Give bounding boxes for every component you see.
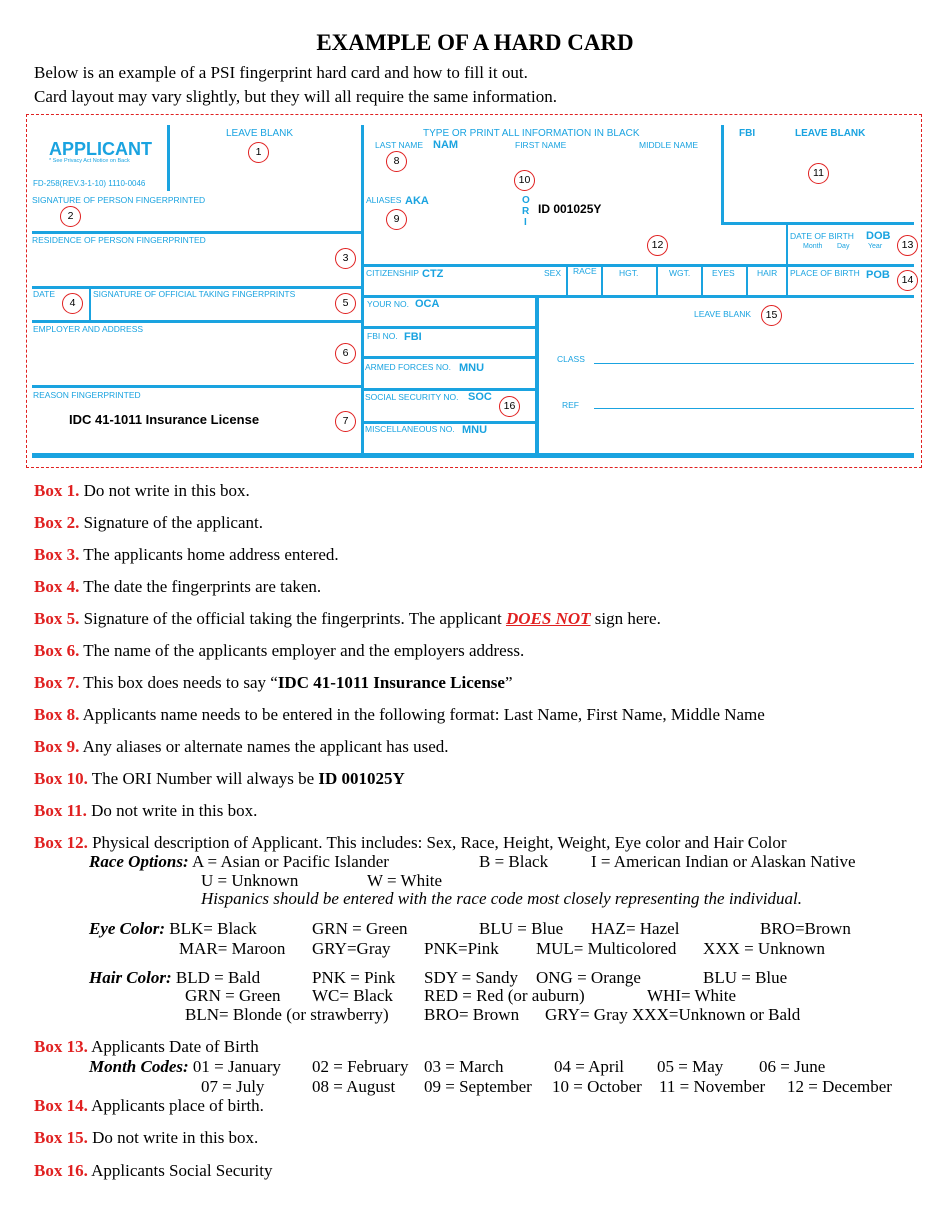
citizenship-label: CITIZENSHIP: [366, 268, 419, 278]
box-number-4: 4: [62, 293, 83, 314]
race-label: RACE: [573, 266, 597, 276]
month-05: 05 = May: [657, 1057, 724, 1076]
eye-green: GRN = Green: [312, 919, 408, 938]
card-line: [746, 264, 748, 297]
middle-name-label: MIDDLE NAME: [639, 140, 699, 150]
eye-hazel: HAZ= Hazel: [591, 919, 680, 938]
ori-i: I: [524, 217, 527, 228]
social-security-label: SOCIAL SECURITY NO.: [365, 392, 459, 402]
card-line: [167, 125, 170, 191]
instruction-box-15: Box 15. Do not write in this box.: [34, 1128, 259, 1147]
month-07: 07 = July: [201, 1077, 265, 1096]
month-09: 09 = September: [424, 1077, 532, 1096]
class-label: CLASS: [557, 354, 585, 364]
last-name-label: LAST NAME: [375, 140, 424, 150]
box-number-11: 11: [808, 163, 829, 184]
eye-gray: GRY=Gray: [312, 939, 391, 958]
eye-pink: PNK=Pink: [424, 939, 499, 958]
hispanic-note: Hispanics should be entered with the race code most closely representing the individual.: [201, 889, 803, 908]
box-number-12: 12: [647, 235, 668, 256]
card-line: [32, 453, 914, 458]
instruction-box-16: Box 16. Applicants Social Security: [34, 1161, 273, 1180]
wgt-label: WGT.: [669, 268, 691, 278]
instruction-box-1: Box 1. Do not write in this box.: [34, 481, 250, 500]
day-label: Day: [837, 243, 850, 250]
ref-underline: [594, 408, 914, 409]
month-codes-label: Month Codes: 01 = January: [89, 1057, 281, 1076]
box-number-2: 2: [60, 206, 81, 227]
ctz-value: CTZ: [422, 268, 444, 280]
card-line: [361, 125, 364, 455]
leave-blank-11: LEAVE BLANK: [795, 128, 866, 139]
instruction-box-2: Box 2. Signature of the applicant.: [34, 513, 263, 532]
applicant-heading: APPLICANT: [49, 139, 152, 159]
box-number-14: 14: [897, 270, 918, 291]
month-10: 10 = October: [552, 1077, 642, 1096]
intro-line-2: Card layout may vary slightly, but they will all require the same information.: [34, 87, 557, 106]
hair-red: RED = Red (or auburn): [424, 986, 585, 1005]
race-american-indian: I = American Indian or Alaskan Native: [591, 852, 856, 871]
eye-multicolored: MUL= Multicolored: [536, 939, 677, 958]
card-line: [361, 264, 914, 267]
eye-blue: BLU = Blue: [479, 919, 564, 938]
card-line: [361, 295, 914, 298]
hair-blue: BLU = Blue: [703, 968, 788, 987]
card-line: [601, 264, 603, 297]
your-no-label: YOUR NO.: [367, 299, 410, 309]
instruction-box-5: Box 5. Signature of the official taking the fingerprints. The applicant DOES NOT sign here.: [34, 609, 661, 628]
signature-fingerprinted-label: SIGNATURE OF PERSON FINGERPRINTED: [32, 195, 206, 205]
hair-gray-unknown: GRY= Gray XXX=Unknown or Bald: [545, 1005, 801, 1024]
hard-card: [26, 114, 922, 468]
leave-blank-1: LEAVE BLANK: [226, 128, 294, 139]
eye-color-label: Eye Color: BLK= Black: [89, 919, 257, 938]
box-number-3: 3: [335, 248, 356, 269]
mnu-value: MNU: [459, 362, 485, 374]
box-number-7: 7: [335, 411, 356, 432]
armed-forces-label: ARMED FORCES NO.: [365, 362, 451, 372]
card-line: [89, 286, 91, 320]
card-line: [32, 231, 362, 234]
type-print-label: TYPE OR PRINT ALL INFORMATION IN BLACK: [423, 128, 640, 139]
residence-label: RESIDENCE OF PERSON FINGERPRINTED: [32, 235, 206, 245]
first-name-label: FIRST NAME: [515, 140, 567, 150]
fbi-no-label: FBI NO.: [367, 331, 398, 341]
hair-sandy: SDY = Sandy: [424, 968, 518, 987]
pob-value: POB: [866, 269, 890, 281]
soc-value: SOC: [468, 391, 492, 403]
month-04: 04 = April: [554, 1057, 625, 1076]
oca-value: OCA: [415, 298, 440, 310]
employer-label: EMPLOYER AND ADDRESS: [33, 324, 144, 334]
hair-blonde: BLN= Blonde (or strawberry): [185, 1005, 389, 1024]
box-number-13: 13: [897, 235, 918, 256]
card-line: [32, 385, 362, 388]
instruction-box-11: Box 11. Do not write in this box.: [34, 801, 258, 820]
instruction-box-8: Box 8. Applicants name needs to be entered in the following format: Last Name, First Name, Middle Name: [34, 705, 765, 724]
card-line: [656, 264, 658, 297]
hair-orange: ONG = Orange: [536, 968, 641, 987]
box-number-9: 9: [386, 209, 407, 230]
race-unknown: U = Unknown: [201, 871, 299, 890]
leave-blank-15: LEAVE BLANK: [694, 309, 752, 319]
month-11: 11 = November: [659, 1077, 766, 1096]
reason-value: IDC 41-1011 Insurance License: [69, 412, 260, 427]
card-line: [701, 264, 703, 297]
card-line: [361, 326, 537, 329]
card-line: [361, 356, 537, 359]
box-number-5: 5: [335, 293, 356, 314]
card-line: [535, 297, 539, 455]
instruction-box-13: Box 13. Applicants Date of Birth: [34, 1037, 259, 1056]
nam-value: NAM: [433, 139, 459, 151]
intro-line-1: Below is an example of a PSI fingerprint hard card and how to fill it out.: [34, 63, 528, 82]
card-line: [721, 222, 914, 225]
aliases-label: ALIASES: [366, 195, 402, 205]
instruction-box-3: Box 3. The applicants home address entered.: [34, 545, 339, 564]
miscellaneous-label: MISCELLANEOUS NO.: [365, 424, 455, 434]
date-label: DATE: [33, 289, 56, 299]
hair-brown: BRO= Brown: [424, 1005, 520, 1024]
card-line: [786, 225, 788, 295]
instruction-box-12: Box 12. Physical description of Applicant. This includes: Sex, Race, Height, Weight, Eye color and Hair Color: [34, 833, 787, 852]
ori-value: ID 001025Y: [538, 202, 602, 216]
ori-r: R: [522, 206, 530, 217]
dob-value: DOB: [866, 230, 891, 242]
eye-brown: BRO=Brown: [760, 919, 851, 938]
eye-maroon: MAR= Maroon: [179, 939, 286, 958]
race-black: B = Black: [479, 852, 549, 871]
race-options-label: Race Options: A = Asian or Pacific Islander: [89, 852, 389, 871]
box-number-10: 10: [514, 170, 535, 191]
race-white: W = White: [367, 871, 443, 890]
hair-white: WHI= White: [647, 986, 737, 1005]
month-03: 03 = March: [424, 1057, 504, 1076]
signature-official-label: SIGNATURE OF OFFICIAL TAKING FINGERPRINTS: [93, 289, 296, 299]
box-number-15: 15: [761, 305, 782, 326]
fbi-header: FBI: [739, 128, 756, 139]
year-label: Year: [868, 243, 883, 250]
month-label: Month: [803, 243, 823, 250]
eye-unknown: XXX = Unknown: [703, 939, 825, 958]
hair-label: HAIR: [757, 268, 778, 278]
reason-label: REASON FINGERPRINTED: [33, 390, 141, 400]
aka-value: AKA: [405, 195, 429, 207]
card-line: [721, 125, 724, 225]
card-line: [361, 388, 537, 391]
instruction-box-10: Box 10. The ORI Number will always be ID 001025Y: [34, 769, 405, 788]
instruction-box-14: Box 14. Applicants place of birth.: [34, 1096, 264, 1115]
month-08: 08 = August: [312, 1077, 396, 1096]
instruction-box-9: Box 9. Any aliases or alternate names the applicant has used.: [34, 737, 449, 756]
box-number-6: 6: [335, 343, 356, 364]
instruction-box-4: Box 4. The date the fingerprints are taken.: [34, 577, 322, 596]
hair-color-label: Hair Color: BLD = Bald: [89, 968, 261, 987]
class-underline: [594, 363, 914, 364]
sex-label: SEX: [544, 268, 562, 278]
box-number-1: 1: [248, 142, 269, 163]
form-number: FD-258(REV.3-1-10) 1110-0046: [33, 179, 146, 188]
box-number-8: 8: [386, 151, 407, 172]
hair-black: WC= Black: [312, 986, 393, 1005]
fbi-no-value: FBI: [404, 331, 422, 343]
mnu2-value: MNU: [462, 424, 488, 436]
privacy-note: * See Privacy Act Notice on Back: [49, 158, 130, 164]
instruction-box-7: Box 7. This box does needs to say “IDC 41-1011 Insurance License”: [34, 673, 513, 692]
card-line: [566, 264, 568, 297]
ref-label: REF: [562, 400, 579, 410]
card-line: [32, 320, 362, 323]
pob-label: PLACE OF BIRTH: [790, 268, 860, 278]
hair-pink: PNK = Pink: [312, 968, 396, 987]
box-number-16: 16: [499, 396, 520, 417]
instruction-box-6: Box 6. The name of the applicants employer and the employers address.: [34, 641, 525, 660]
hair-green: GRN = Green: [185, 986, 281, 1005]
ori-o: O: [522, 195, 530, 206]
eyes-label: EYES: [712, 268, 735, 278]
dob-label: DATE OF BIRTH: [790, 231, 854, 241]
month-12: 12 = December: [787, 1077, 892, 1096]
page-title: EXAMPLE OF A HARD CARD: [316, 30, 634, 55]
hgt-label: HGT.: [619, 268, 639, 278]
month-02: 02 = February: [312, 1057, 409, 1076]
month-06: 06 = June: [759, 1057, 826, 1076]
